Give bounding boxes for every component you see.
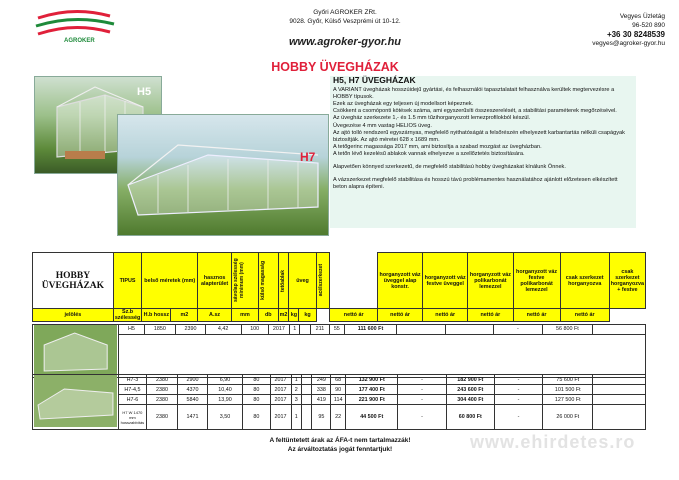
sub-cell: H.b hossz <box>142 309 171 322</box>
cell: 2017 <box>270 395 291 405</box>
cell: 221 900 Ft <box>346 395 398 405</box>
cell: H7-3 <box>118 375 146 385</box>
row-thumb-h7 <box>33 375 119 430</box>
cell: 249 <box>312 375 331 385</box>
cell: 177 400 Ft <box>346 385 398 395</box>
cell: 2390 <box>176 325 205 335</box>
cell: 1850 <box>144 325 176 335</box>
description-line: Üvegezése 4 mm vastag HELIOS üveg. <box>333 122 432 129</box>
th-c2: horganyzott váz festve üveggel <box>423 253 468 309</box>
description-line: A tetőn lévő kezelésű ablakok vannak elhelyezve a szellőztetés biztosítására. <box>333 150 525 157</box>
contact-line1: Vegyes Üzletág <box>619 13 665 20</box>
cell: - <box>494 405 542 430</box>
cell: 2380 <box>146 405 177 430</box>
price-rows-h7 <box>32 374 646 430</box>
footer-notes <box>200 436 480 454</box>
footer-line1: A feltüntetett árak az ÁFA-t nem tartalmazzák! <box>269 437 411 444</box>
th-c3: horganyzott váz polikarbonát lemezzel <box>468 253 513 309</box>
cell: 68 <box>331 375 346 385</box>
cell: 243 600 Ft <box>446 385 494 395</box>
th-c1: horganyzott váz üveggel alap konstr. <box>377 253 422 309</box>
cell <box>301 395 311 405</box>
table-row <box>33 405 646 430</box>
th-belso: belső méretek (mm) <box>142 253 198 309</box>
sub-cell: nettó ár <box>468 309 513 322</box>
th-c4: horganyzott váz festve polikarbonát lemezzel <box>513 253 560 309</box>
agroker-logo <box>34 8 124 44</box>
table-row <box>33 395 646 405</box>
cell: 5840 <box>178 395 207 405</box>
sub-cell: kg <box>299 309 316 322</box>
th-acel: acélszerkezet <box>317 264 324 297</box>
sub-cell: m2 <box>171 309 198 322</box>
cell: - <box>494 395 542 405</box>
page-title: HOBBY ÜVEGHÁZAK <box>271 60 399 74</box>
table-row <box>33 375 646 385</box>
cell: H7-6 <box>118 395 146 405</box>
table-row <box>33 325 646 335</box>
cell: 2380 <box>146 375 177 385</box>
cell <box>593 405 646 430</box>
sub-cell: nettó ár <box>330 309 378 322</box>
contact-email[interactable]: vegyes@agroker-gyor.hu <box>592 40 665 47</box>
cell: 419 <box>312 395 331 405</box>
cell: - <box>398 405 446 430</box>
cell <box>397 325 445 335</box>
description-para3: A vázszerkezet megfelelő stabilitása és hosszú távú problémamentes használatához ajánlott előzetesen elkészített beton alapra építeni. <box>333 177 618 191</box>
cell: 60 800 Ft <box>446 405 494 430</box>
company-address: 9028. Győr, Külső Veszprémi út 10-12. <box>289 18 401 25</box>
cell: 1 <box>289 325 300 335</box>
cell: 2017 <box>270 385 291 395</box>
sub-cell: jelölés <box>33 309 114 322</box>
photo-tag-h7: H7 <box>300 150 316 164</box>
cell: 2380 <box>146 385 177 395</box>
contact-info <box>525 12 665 48</box>
price-rows <box>32 324 646 378</box>
cell: 2017 <box>268 325 289 335</box>
cell: - <box>398 375 446 385</box>
th-tipus: TIPUS <box>113 253 141 309</box>
cell: 2017 <box>270 405 291 430</box>
sub-cell: Sz.b szélesség <box>114 309 141 321</box>
footer-line2: Az árváltoztatás jogát fenntartjuk! <box>287 446 393 453</box>
description-line: A tetőgerinc magassága 2017 mm, ami biztosítja a szabad mozgást az üvegházban. <box>333 143 542 150</box>
price-table <box>32 252 646 322</box>
sub-cell: nettó ár <box>560 309 609 322</box>
cell: 101 500 Ft <box>543 385 593 395</box>
cell: 80 <box>243 375 270 385</box>
cell: 80 <box>243 385 270 395</box>
cell: 10,40 <box>207 385 243 395</box>
cell <box>300 325 311 335</box>
cell: 95 <box>312 405 331 430</box>
company-name: Győri AGROKER ZRt. <box>313 9 377 16</box>
cell <box>445 325 493 335</box>
cell: 111 600 Ft <box>344 325 397 335</box>
watermark: www.ehirdetes.ro <box>470 432 636 452</box>
website-link[interactable]: www.agroker-gyor.hu <box>288 36 402 48</box>
logo-text: AGROKER <box>64 38 95 44</box>
cell: 80 <box>243 395 270 405</box>
sub-cell: kg <box>289 309 299 322</box>
cell: 2380 <box>146 395 177 405</box>
cell: 2017 <box>270 375 291 385</box>
cell: 2 <box>291 385 301 395</box>
cell: 3 <box>291 395 301 405</box>
th-kulso: külső magasság <box>259 261 266 300</box>
description-para2: Alapvetően könnyed szerkezetű, de megfelelő stabilitású hobby üvegházakat kínálunk Önnek. <box>333 164 566 171</box>
description-line: Az üvegház szerkezete 1,- és 1.5 mm tűzihorganyozott lemezprofilokból készül. <box>333 115 531 122</box>
sub-cell: nettó ár <box>377 309 422 322</box>
cell: 1 <box>291 405 301 430</box>
th-savolap: sávolap szélesség minimum (mm) <box>232 258 245 303</box>
cell: 4,42 <box>205 325 241 335</box>
contact-line2: 96-520 890 <box>632 22 665 29</box>
cell: 114 <box>331 395 346 405</box>
description-heading: H5, H7 ÜVEGHÁZAK <box>333 75 416 85</box>
greenhouse-photo-h7 <box>117 114 329 236</box>
th-tetoablak: tetőablak <box>279 269 286 292</box>
cell: - <box>398 385 446 395</box>
cell: 75 600 Ft <box>543 375 593 385</box>
cell: 1 <box>291 375 301 385</box>
cell <box>301 385 311 395</box>
cell: - <box>494 325 542 335</box>
description-line: Ezek az üvegházak egy teljesen új modellsort képeznek. <box>333 101 474 108</box>
table-row <box>33 385 646 395</box>
cell: 56 800 Ft <box>542 325 593 335</box>
cell: 22 <box>331 405 346 430</box>
cell: 3,50 <box>207 405 243 430</box>
sub-cell: A.sz <box>198 309 232 322</box>
cell: 127 500 Ft <box>543 395 593 405</box>
cell: 338 <box>312 385 331 395</box>
th-c6: csak szerkezet horganyozva + festve <box>609 253 645 309</box>
cell <box>593 385 646 395</box>
cell: H7 W 1470 mm hosszabbítás <box>118 405 146 430</box>
cell: 1471 <box>178 405 207 430</box>
sub-cell: nettó ár <box>423 309 468 322</box>
cell: - <box>494 385 542 395</box>
cell <box>593 325 646 335</box>
sub-cell: nettó ár <box>513 309 560 322</box>
company-info <box>230 8 460 26</box>
cell: - <box>398 395 446 405</box>
sub-cell: m2 <box>278 309 289 322</box>
cell: 132 900 Ft <box>346 375 398 385</box>
th-uveg: üveg <box>289 253 316 309</box>
description-panel <box>330 76 636 228</box>
table-label: HOBBY ÜVEGHÁZAK <box>33 253 114 309</box>
cell: H5 <box>119 325 144 335</box>
cell: 26 000 Ft <box>543 405 593 430</box>
cell: 6,90 <box>207 375 243 385</box>
contact-phone: +36 30 8248539 <box>606 30 665 39</box>
sub-cell: mm <box>231 309 258 322</box>
cell: 304 400 Ft <box>446 395 494 405</box>
cell <box>301 375 311 385</box>
cell: 55 <box>329 325 344 335</box>
cell <box>593 375 646 385</box>
th-c5: csak szerkezet horganyozva <box>560 253 609 309</box>
th-hasznos: hasznos alapterület <box>198 253 232 309</box>
row-thumb-h5 <box>33 325 119 378</box>
cell: 211 <box>311 325 330 335</box>
cell: 100 <box>241 325 268 335</box>
description-line: A VARIANT üvegházak hosszúidejű gyártási, és felhasználói tapasztalatait felhasználva kerültek megtervezésre a HOBBY típusok. <box>333 87 615 101</box>
description-line: Az ajtó tolló rendszerű egyszárnyas, megfelelő nyithatóságát a felsőrészén elhelyezett karbantartás nélküli csapágyak biztosítják. Az ajtó méretei 628 x 1689 mm. <box>333 129 625 143</box>
cell: 182 900 Ft <box>446 375 494 385</box>
cell <box>593 395 646 405</box>
cell: 13,90 <box>207 395 243 405</box>
cell: H7-4,5 <box>118 385 146 395</box>
cell: 2900 <box>178 375 207 385</box>
cell: - <box>494 375 542 385</box>
description-line: Csökkent a csomóponti kötések száma, ami egyszerűsíti összeszerelését, a stabilitási paraméterek megőrzésével. <box>333 108 617 115</box>
cell: 4370 <box>178 385 207 395</box>
cell <box>301 405 311 430</box>
cell: 44 500 Ft <box>346 405 398 430</box>
cell: 80 <box>243 405 270 430</box>
sub-cell: db <box>258 309 278 322</box>
cell: 90 <box>331 385 346 395</box>
photo-tag-h5: H5 <box>137 86 152 98</box>
